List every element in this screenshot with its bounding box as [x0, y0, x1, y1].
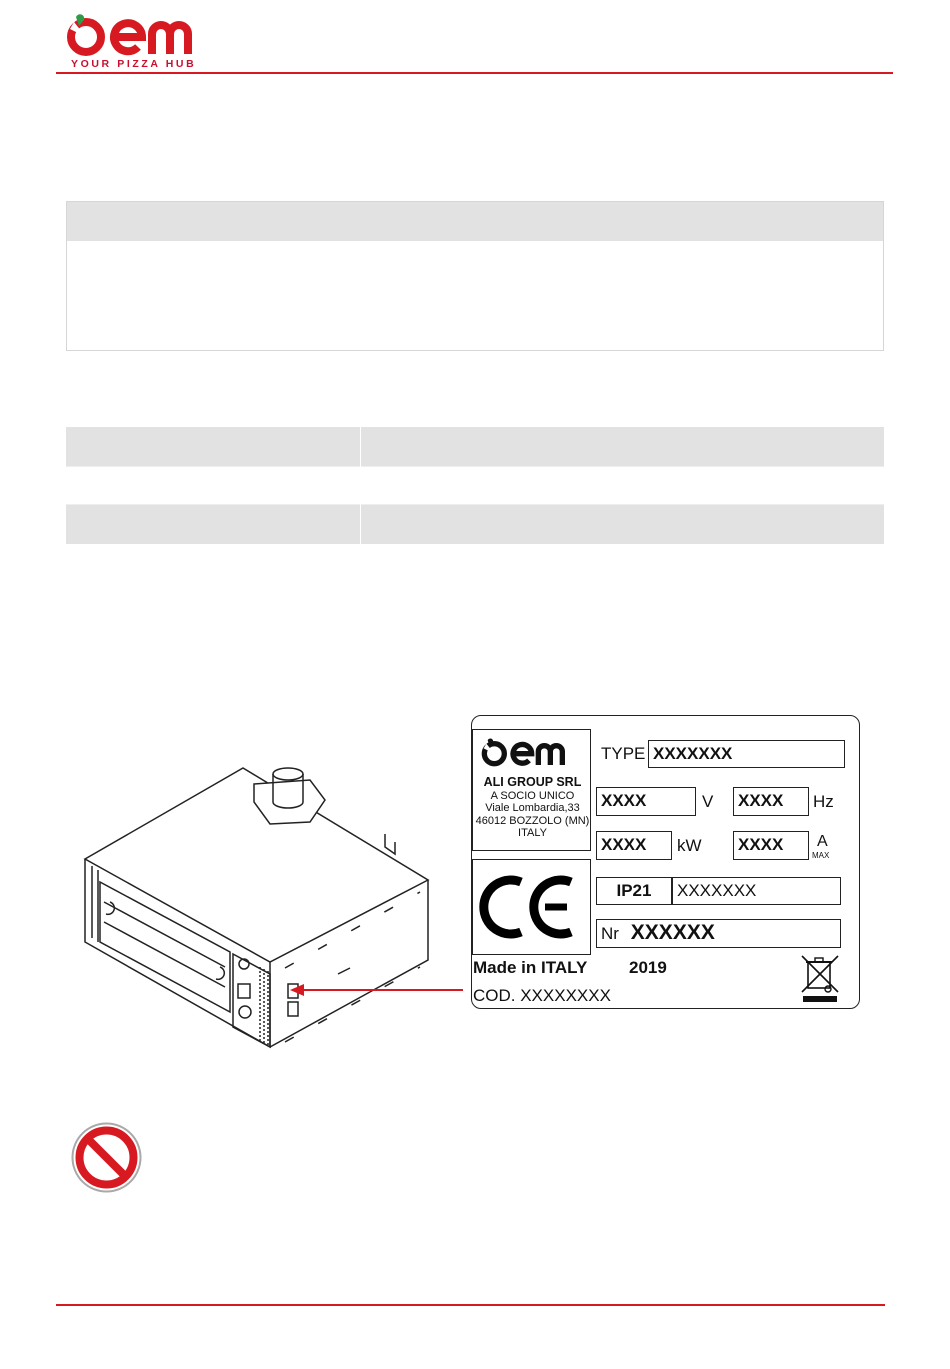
info-table-2 — [66, 427, 884, 544]
crossed-out-wheelie-bin-icon — [798, 952, 842, 1004]
company-sub: A SOCIO UNICO — [490, 789, 575, 802]
address-line-2: 46012 BOZZOLO (MN) — [475, 814, 590, 827]
oven-illustration — [80, 762, 440, 1052]
current-unit: A — [817, 833, 828, 850]
rating-plate — [471, 715, 860, 1009]
type-value: XXXXXXX — [648, 740, 845, 768]
pointer-arrow — [288, 978, 463, 998]
oem-plate-logo-icon — [481, 736, 581, 770]
current-value: XXXX — [733, 831, 809, 860]
table-row — [66, 505, 884, 544]
voltage-value: XXXX — [596, 787, 696, 816]
oven-drawing-icon — [80, 762, 440, 1052]
info-table-1 — [66, 201, 884, 351]
product-code: COD. XXXXXXXX — [473, 986, 611, 1005]
company-name: ALI GROUP SRL — [483, 775, 582, 789]
serial-label: Nr — [601, 924, 619, 943]
frequency-unit: Hz — [813, 792, 834, 811]
info-table-1-header — [67, 202, 883, 241]
oem-logo-icon — [66, 12, 216, 60]
prohibition-icon — [70, 1121, 143, 1194]
power-unit: kW — [677, 836, 702, 855]
frequency-value: XXXX — [733, 787, 809, 816]
ce-block — [472, 859, 591, 955]
serial-value: XXXXXX — [630, 921, 715, 944]
address-line-1: Viale Lombardia,33 — [485, 802, 580, 814]
footer-rule — [56, 1304, 885, 1306]
manufacture-year: 2019 — [629, 958, 667, 977]
table-row — [66, 427, 884, 466]
type-label: TYPE — [601, 744, 646, 763]
country: ITALY — [518, 827, 547, 839]
header-rule — [56, 72, 893, 74]
current-unit-sub: MAX — [812, 851, 830, 860]
table-row — [66, 466, 884, 505]
ce-mark-icon — [479, 872, 579, 942]
ip-rating: IP21 — [596, 877, 672, 905]
voltage-unit: V — [702, 792, 714, 811]
prohibition-sign — [70, 1121, 143, 1194]
manufacturer-block — [472, 729, 591, 851]
serial-box — [596, 919, 841, 948]
power-value: XXXX — [596, 831, 672, 860]
ip-value: XXXXXXX — [672, 877, 841, 905]
brand-tagline: YOUR PIZZA HUB — [71, 58, 197, 70]
made-in: Made in ITALY — [473, 958, 588, 977]
